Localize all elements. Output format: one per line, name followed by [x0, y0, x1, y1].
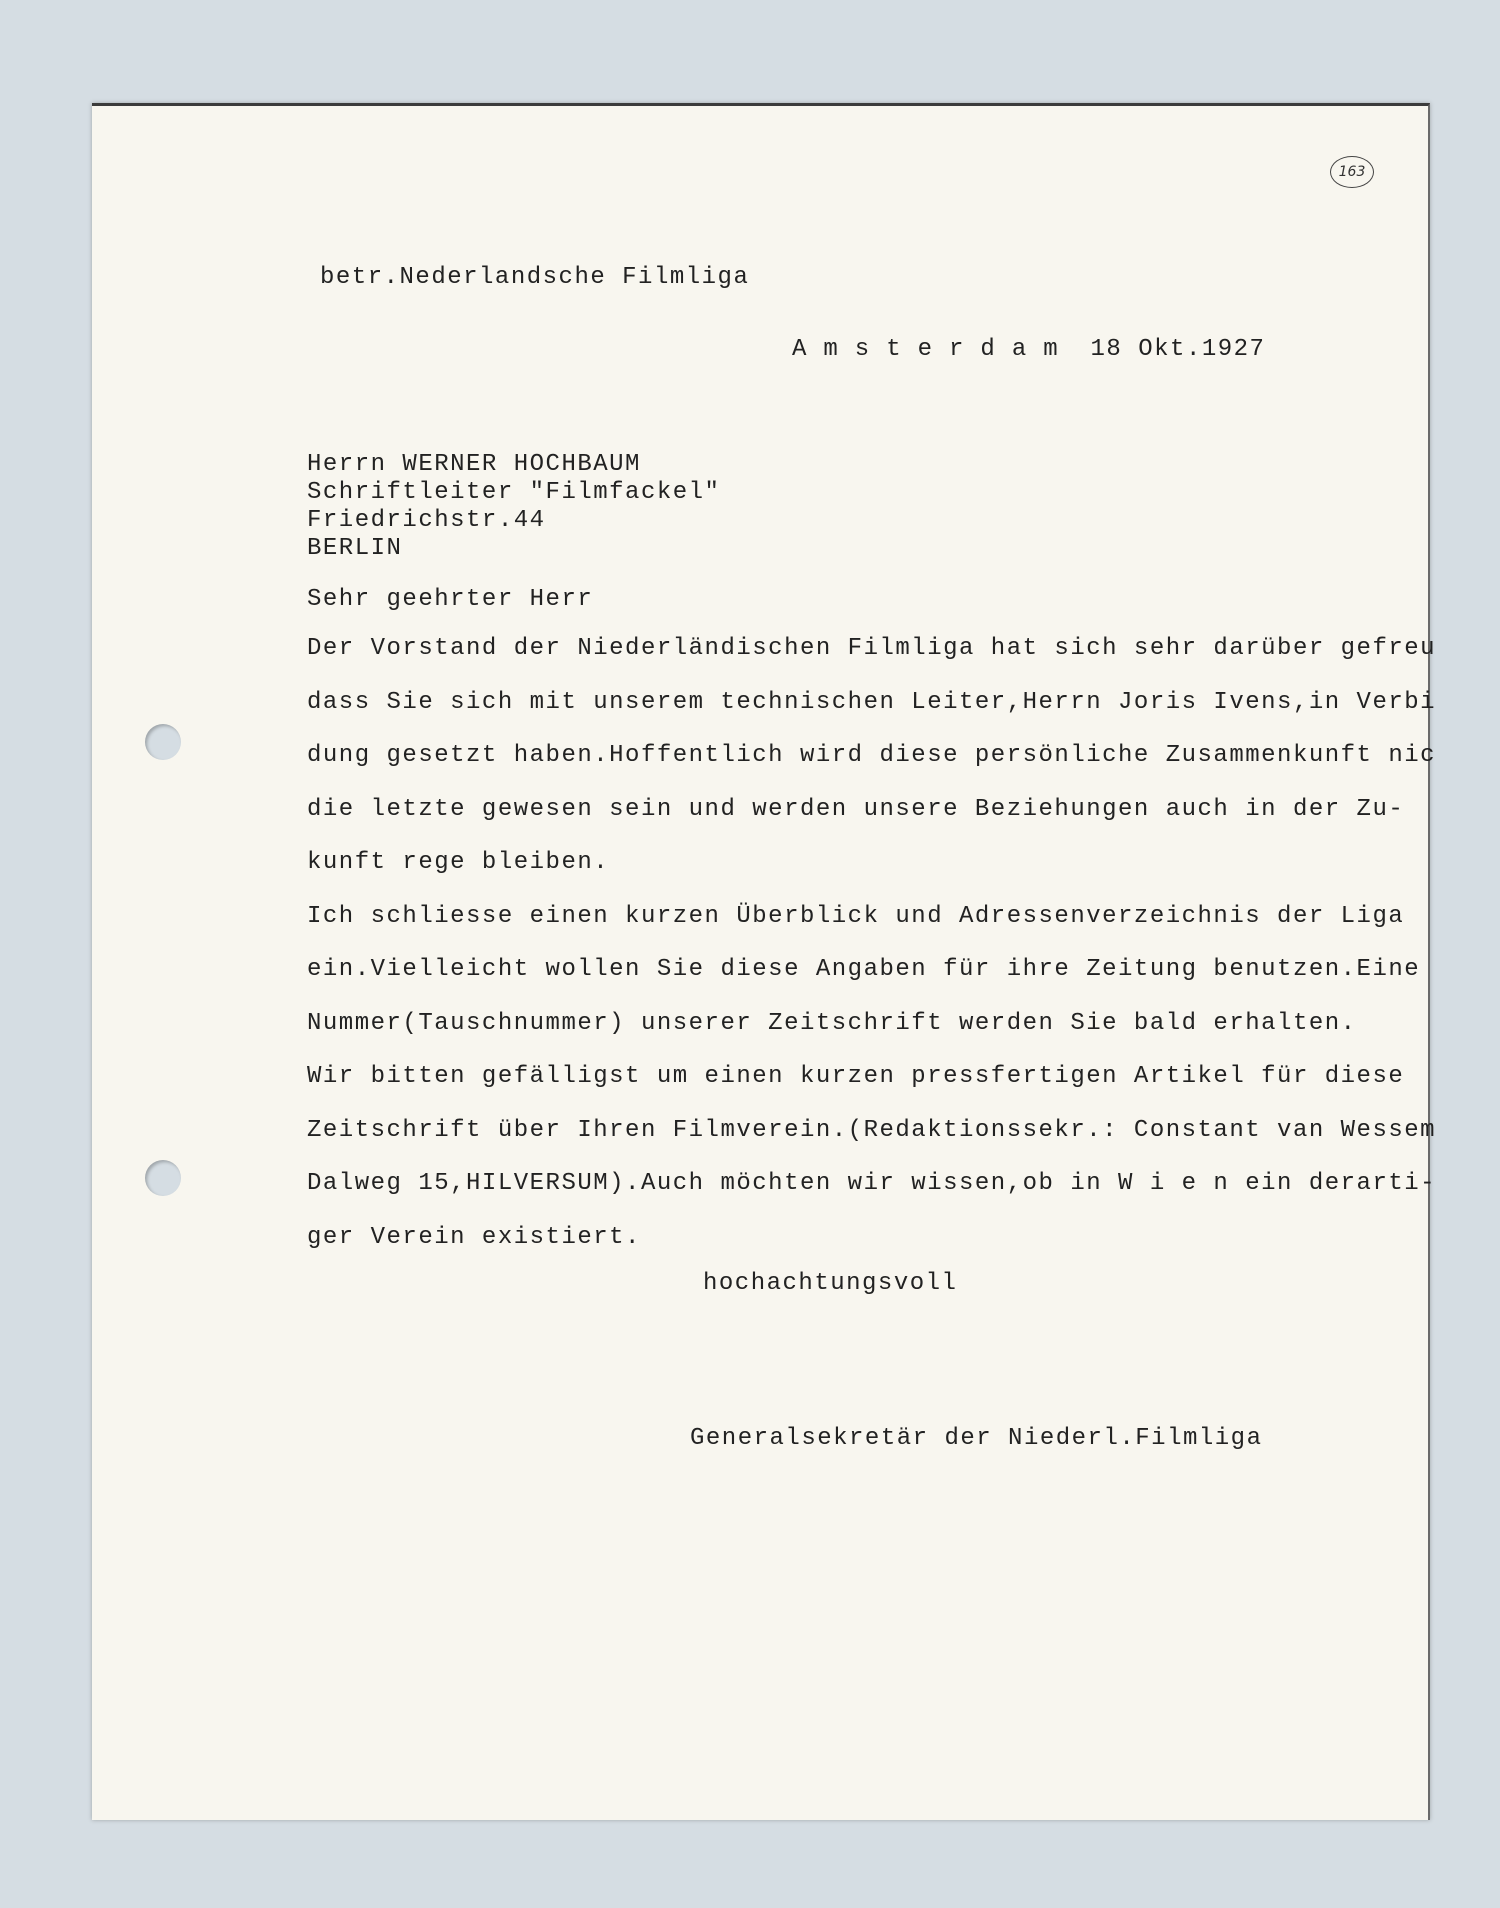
body-line: dung gesetzt haben.Hoffentlich wird diese persönliche Zusammenkunft nic [307, 742, 1437, 769]
body-line: Wir bitten gefälligst um einen kurzen pressfertigen Artikel für diese [307, 1063, 1405, 1090]
reference-line: betr.Nederlandsche Filmliga [320, 264, 750, 291]
body-line: dass Sie sich mit unserem technischen Leiter,Herrn Joris Ivens,in Verbi [307, 688, 1437, 716]
punch-hole-lower [145, 1160, 181, 1196]
body-line: Zeitschrift über Ihren Filmverein.(Redaktionssekr.: Constant van Wessem [307, 1116, 1437, 1144]
body-line: Der Vorstand der Niederländischen Filmliga hat sich sehr darüber gefreu [307, 635, 1437, 662]
signature-title: Generalsekretär der Niederl.Filmliga [690, 1425, 1263, 1452]
closing: hochachtungsvoll [703, 1270, 958, 1297]
body-line: Nummer(Tauschnummer) unserer Zeitschrift werden Sie bald erhalten. [307, 1009, 1357, 1037]
recipient-address [307, 451, 720, 563]
punch-hole-upper [145, 724, 181, 760]
archive-number: 163 [1330, 156, 1374, 188]
recipient-line: Herrn WERNER HOCHBAUM [307, 451, 641, 478]
body-line: ger Verein existiert. [307, 1223, 641, 1251]
recipient-line: Schriftleiter "Filmfackel" [307, 479, 721, 506]
recipient-line: Friedrichstr.44 [307, 507, 546, 534]
body-line: Ich schliesse einen kurzen Überblick und Adressenverzeichnis der Liga [307, 902, 1405, 930]
body-line: kunft rege bleiben. [307, 849, 610, 876]
recipient-line: BERLIN [307, 535, 403, 562]
salutation: Sehr geehrter Herr [307, 586, 594, 613]
body-line: Dalweg 15,HILVERSUM).Auch möchten wir wissen,ob in W i e n ein derarti- [307, 1170, 1437, 1197]
body-line: die letzte gewesen sein und werden unsere Beziehungen auch in der Zu- [307, 795, 1405, 823]
place: Amsterdam [792, 336, 1075, 363]
letter-body [307, 635, 1436, 1277]
body-line: ein.Vielleicht wollen Sie diese Angaben für ihre Zeitung benutzen.Eine [307, 956, 1421, 983]
place-date-line [792, 336, 1265, 363]
date: 18 Okt.1927 [1090, 336, 1266, 363]
